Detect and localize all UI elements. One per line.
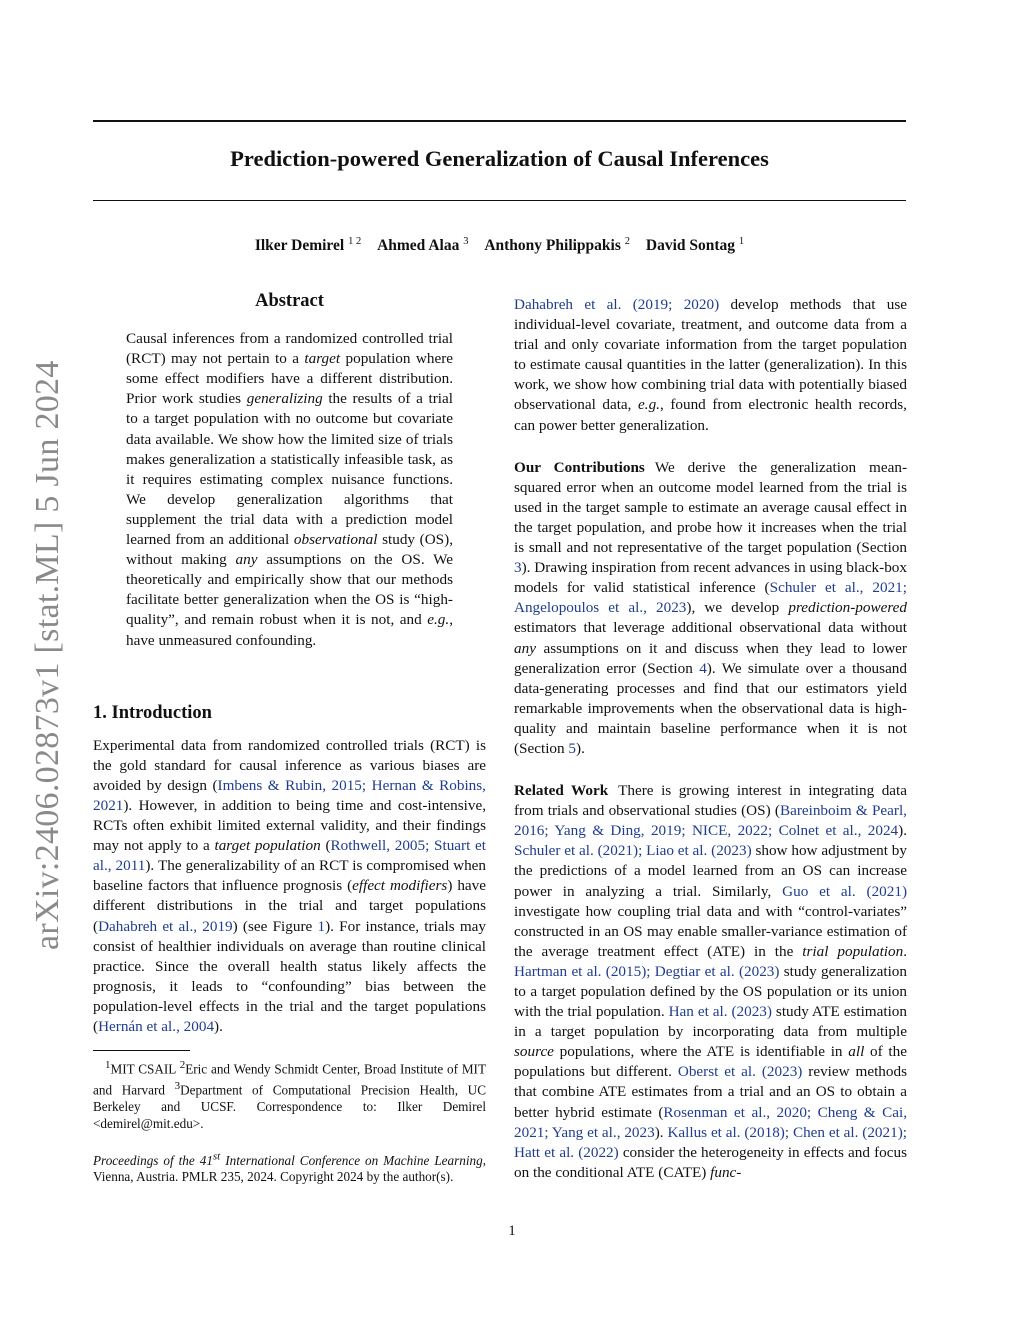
body-text: ). However, in addition to being time and cost-intensive, RCTs often exhibit limited external validity, and their findings may not apply to a bbox=[93, 796, 486, 855]
footnote-text: Eric and Wendy Schmidt Center, Broad Institute of MIT and Harvard bbox=[93, 1061, 487, 1098]
title-rule-bottom bbox=[93, 200, 906, 201]
body-text: ). bbox=[576, 739, 585, 757]
abstract-emphasis: observational bbox=[293, 531, 378, 549]
body-text: . bbox=[903, 942, 907, 960]
body-text: estimators that leverage additional observational data without bbox=[514, 619, 907, 637]
body-text: ) (see Figure bbox=[232, 917, 318, 935]
footnote-rule bbox=[93, 1050, 190, 1051]
proceedings-note bbox=[93, 1148, 486, 1186]
body-text: ). We simulate over a thousand data-generating processes and find that our estimators yield remarkable improvements when the observational data is high-quality and maintain baseline performance when it is not (Section bbox=[514, 659, 907, 757]
citation-link[interactable]: Hartman et al. (2015); Degtiar et al. (2023) bbox=[514, 962, 780, 980]
generalization-paragraph bbox=[514, 295, 907, 436]
body-emphasis: e.g. bbox=[638, 396, 660, 414]
abstract-text: study (OS), without making bbox=[126, 531, 453, 569]
body-text: investigate how coupling trial data and with “control-variates” constructed in an OS may enable smaller-variance estimation of the average treatment effect (ATE) in the bbox=[514, 902, 907, 960]
body-text: ). bbox=[898, 822, 907, 840]
body-text: of the populations but different. bbox=[514, 1043, 907, 1081]
author-sontag bbox=[646, 237, 744, 254]
body-emphasis: target population bbox=[214, 837, 321, 855]
body-emphasis: effect modifiers bbox=[352, 877, 448, 895]
author-alaa bbox=[377, 237, 468, 254]
author-affiliation-marks: 1 2 bbox=[348, 236, 362, 247]
body-emphasis: any bbox=[514, 639, 536, 657]
author-affiliation-marks: 1 bbox=[738, 236, 745, 247]
footnote-mark: 2 bbox=[179, 1059, 186, 1072]
arxiv-identifier: arXiv:2406.02873v1 [stat.ML] 5 Jun 2024 bbox=[29, 360, 66, 950]
body-text: ). bbox=[654, 1123, 668, 1141]
body-emphasis: trial population bbox=[802, 942, 904, 960]
body-text: ). Drawing inspiration from recent advances in using black-box models for valid statistical inference ( bbox=[514, 559, 907, 597]
citation-link[interactable]: Kallus et al. (2018); Chen et al. (2021); Hatt et al. (2022) bbox=[514, 1123, 907, 1161]
abstract-emphasis: target bbox=[304, 350, 341, 368]
abstract-text: , have unmeasured confounding. bbox=[126, 611, 453, 649]
abstract-text: population where some effect modifiers have a different distribution. Prior work studies bbox=[126, 350, 453, 408]
section-link[interactable]: 3 bbox=[514, 559, 522, 577]
citation-link[interactable]: Oberst et al. (2023) bbox=[677, 1063, 803, 1081]
body-emphasis: func- bbox=[710, 1163, 742, 1181]
abstract-heading: Abstract bbox=[255, 291, 324, 311]
body-text: consider the heterogeneity in effects and focus on the conditional ATE (CATE) bbox=[514, 1143, 907, 1181]
body-emphasis: source bbox=[514, 1043, 554, 1061]
body-text: ). For instance, trials may consist of healthier individuals on average than routine clinical practice. Since the overall health status likely affects the prognosis, it leads to “confounding” bias between the population-level effects in the trial and the target populations ( bbox=[93, 917, 486, 1035]
abstract-emphasis: any bbox=[235, 551, 258, 569]
citation-link[interactable]: Schuler et al., 2021; Angelopoulos et al., 2023 bbox=[514, 579, 907, 617]
body-text: ). The generalizability of an RCT is compromised when baseline factors that influence prognosis ( bbox=[93, 857, 486, 895]
body-emphasis: all bbox=[848, 1043, 865, 1061]
proceedings-text: , Vienna, Austria. PMLR 235, 2024. Copyright 2024 by the author(s). bbox=[93, 1152, 486, 1185]
citation-link[interactable]: Bareinboim & Pearl, 2016; Yang & Ding, 2019; NICE, 2022; Colnet et al., 2024 bbox=[514, 802, 907, 840]
left-column bbox=[93, 291, 486, 1186]
page-number: 1 bbox=[508, 1223, 516, 1239]
section-link[interactable]: 4 bbox=[699, 659, 707, 677]
related-work-paragraph bbox=[514, 781, 907, 1183]
body-text: develop methods that use individual-level covariate, treatment, and outcome data from a trial and only covariate information from the target population to estimate causal quantities in the latter (generalization). In this work, we show how combining trial data with potentially biased observational data, bbox=[514, 296, 907, 414]
paper-title: Prediction-powered Generalization of Causal Inferences bbox=[230, 146, 769, 171]
author-list bbox=[93, 236, 906, 255]
citation-link[interactable]: Rothwell, 2005; Stuart et al., 2011 bbox=[93, 837, 486, 875]
author-name: Ilker Demirel bbox=[254, 237, 345, 255]
citation-link[interactable]: Imbens & Rubin, 2015; Hernan & Robins, 2021 bbox=[93, 776, 486, 814]
author-name: David Sontag bbox=[645, 237, 736, 255]
abstract-body bbox=[126, 329, 453, 651]
proceedings-emphasis bbox=[93, 1150, 483, 1168]
author-philippakis bbox=[484, 237, 630, 254]
abstract-emphasis: generalizing bbox=[246, 390, 323, 408]
footnote-mark: 3 bbox=[174, 1080, 181, 1093]
ordinal-suffix: st bbox=[212, 1150, 221, 1163]
author-demirel bbox=[255, 237, 361, 254]
abstract-text: assumptions on the OS. We theoretically and empirically show that our methods facilitate better generalization when the OS is “high-quality”, and remain robust when it is not, and bbox=[126, 551, 454, 629]
footnote-text: Department of Computational Precision Health, UC Berkeley and UCSF. Correspondence to: Ilker Demirel <demirel@mit.edu>. bbox=[93, 1082, 486, 1131]
section-link[interactable]: 5 bbox=[568, 739, 577, 757]
body-text: populations, where the ATE is identifiable in bbox=[553, 1043, 849, 1061]
author-name: Ahmed Alaa bbox=[377, 237, 460, 255]
body-text: We derive the generalization mean-squared error when an outcome model learned from the trial is used in the target sample to estimate an average causal effect in the target population, and probe how it increases when the trial is small and not representative of the target population (Section bbox=[514, 458, 908, 557]
title-rule-top bbox=[93, 120, 906, 122]
abstract-text: Causal inferences from a randomized controlled trial (RCT) may not pertain to a bbox=[126, 330, 453, 368]
citation-link[interactable]: Guo et al. (2021) bbox=[782, 882, 907, 900]
citation-link[interactable]: Rosenman et al., 2020; Cheng & Cai, 2021; Yang et al., 2023 bbox=[514, 1103, 907, 1141]
affiliation-footnote bbox=[93, 1057, 486, 1132]
body-text: ), we develop bbox=[686, 599, 789, 617]
footnote-mark: 1 bbox=[105, 1059, 111, 1072]
conference-number: 41 bbox=[199, 1152, 213, 1168]
body-text: show how adjustment by the predictions of a model learned from an OS can increase power in analyzing a trial. Similarly, bbox=[514, 842, 907, 900]
contributions-heading: Our Contributions bbox=[514, 458, 645, 476]
proceedings-text: Proceedings of the bbox=[93, 1152, 200, 1168]
body-emphasis: prediction-powered bbox=[788, 599, 908, 617]
body-text: ( bbox=[320, 837, 331, 855]
footnote-text: MIT CSAIL bbox=[110, 1061, 180, 1077]
author-affiliation-marks: 2 bbox=[624, 236, 631, 247]
body-text: There is growing interest in integrating data from trials and observational studies (OS) ( bbox=[514, 782, 907, 820]
author-affiliation-marks: 3 bbox=[463, 236, 469, 247]
related-work-heading: Related Work bbox=[514, 782, 609, 800]
body-text: ). bbox=[214, 1018, 223, 1035]
body-text: ) have different distributions in the trial and target populations ( bbox=[93, 877, 487, 935]
contributions-paragraph bbox=[514, 458, 907, 759]
figure-link[interactable]: 1 bbox=[317, 917, 326, 935]
citation-link[interactable]: Dahabreh et al., 2019 bbox=[98, 917, 233, 935]
body-text: , found from electronic health records, can power better generalization. bbox=[514, 396, 907, 434]
proceedings-text: International Conference on Machine Learning bbox=[220, 1152, 483, 1168]
body-text: study ATE estimation in a target population by incorporating data from multiple bbox=[514, 1003, 907, 1041]
citation-link[interactable]: Dahabreh et al. (2019; 2020) bbox=[514, 296, 720, 313]
abstract-emphasis: e.g. bbox=[427, 611, 450, 629]
introduction-heading: 1. Introduction bbox=[93, 702, 212, 723]
right-column bbox=[514, 295, 907, 1183]
citation-link[interactable]: Han et al. (2023) bbox=[668, 1003, 772, 1021]
introduction-body bbox=[93, 736, 486, 1037]
body-text: study generalization to a target population defined by the OS population or its union with the trial population. bbox=[514, 962, 907, 1021]
abstract-text: the results of a trial to a target population with no outcome but covariate data available. We show how the limited size of trials makes generalization a statistically infeasible task, as it requires estimating complex nuisance functions. We develop generalization algorithms that supplement the trial data with a prediction model learned from an additional bbox=[126, 390, 453, 549]
body-text: review methods that combine ATE estimates from a trial and an OS to obtain a better hybrid estimate ( bbox=[514, 1063, 907, 1121]
citation-link[interactable]: Hernán et al., 2004 bbox=[98, 1018, 215, 1035]
author-name: Anthony Philippakis bbox=[484, 237, 621, 255]
body-text: Experimental data from randomized controlled trials (RCT) is the gold standard for causal inference as various biases are avoided by design ( bbox=[93, 736, 486, 794]
body-text: assumptions on it and discuss when they lead to lower generalization error (Section bbox=[514, 639, 907, 677]
citation-link[interactable]: Schuler et al. (2021); Liao et al. (2023) bbox=[514, 842, 752, 860]
